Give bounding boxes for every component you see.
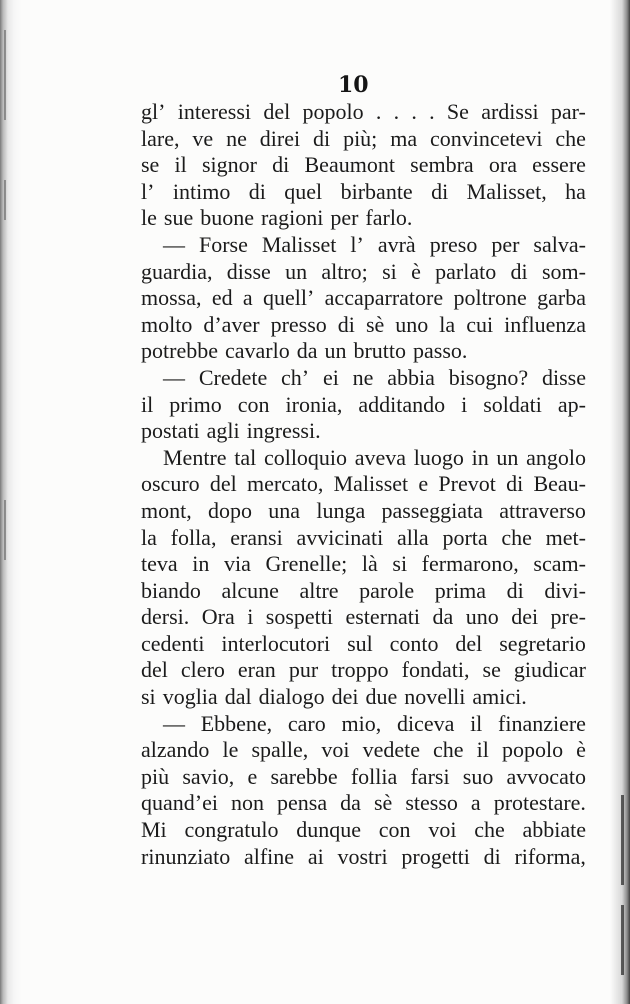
page-number: 10 [338,72,369,98]
text-line: — Credete ch’ ei ne abbia bisogno? disse [163,364,586,390]
right-edge-mark [621,795,624,885]
left-edge-mark [4,500,6,560]
right-edge-mark [621,905,624,975]
text-line: Mentre tal colloquio aveva luogo in un angolo [163,444,586,470]
left-edge-mark [4,30,6,120]
text-line: guardia, disse un altro; si è parlato di som- [141,258,586,284]
text-line: teva in via Grenelle; là si fermarono, scam- [141,551,586,577]
text-line: mont, dopo una lunga passeggiata attraverso [141,497,586,523]
text-line: l’ intimo di quel birbante di Malisset, ha [141,178,586,204]
text-line: potrebbe cavarlo da un brutto passo. [141,338,468,364]
text-line: mossa, ed a quell’ accaparratore poltrone garba [141,285,586,311]
text-line: le sue buone ragioni per farlo. [141,205,413,231]
text-line: quand’ei non pensa da sè stesso a protestare. [141,790,586,816]
text-line: oscuro del mercato, Malisset e Prevot di Beau- [141,471,586,497]
text-line: — Forse Malisset l’ avrà preso per salva- [163,231,586,257]
text-line: Mi congratulo dunque con voi che abbiate [141,817,586,843]
body-text [141,99,586,870]
text-line: dersi. Ora i sospetti esternati da uno dei pre- [141,604,586,630]
text-line: gl’ interessi del popolo . . . . Se ardissi par- [141,99,586,124]
text-line: se il signor di Beaumont sembra ora essere [141,152,586,178]
text-line: il primo con ironia, additando i soldati ap- [141,391,586,417]
text-line: più savio, e sarebbe follia farsi suo avvocato [141,763,586,789]
text-line: lare, ve ne direi di più; ma convincetevi che [141,125,586,151]
text-line: cedenti interlocutori sul conto del segretario [141,630,586,656]
right-page-edge [610,0,630,1004]
text-line: si voglia dal dialogo dei due novelli amici. [141,684,527,710]
text-line: alzando le spalle, voi vedete che il popolo è [141,737,586,763]
text-line: rinunziato alfine ai vostri progetti di riforma, [141,843,586,869]
text-line: postati agli ingressi. [141,418,321,444]
text-line: — Ebbene, caro mio, diceva il finanziere [163,710,586,736]
text-line: la folla, eransi avvicinati alla porta che met- [141,524,586,550]
text-line: biando alcune altre parole prima di divi- [141,577,586,603]
text-line: del clero eran pur troppo fondati, se giudicar [141,657,586,683]
left-edge-mark [4,180,6,220]
text-line: molto d’aver presso di sè uno la cui influenza [141,311,586,337]
